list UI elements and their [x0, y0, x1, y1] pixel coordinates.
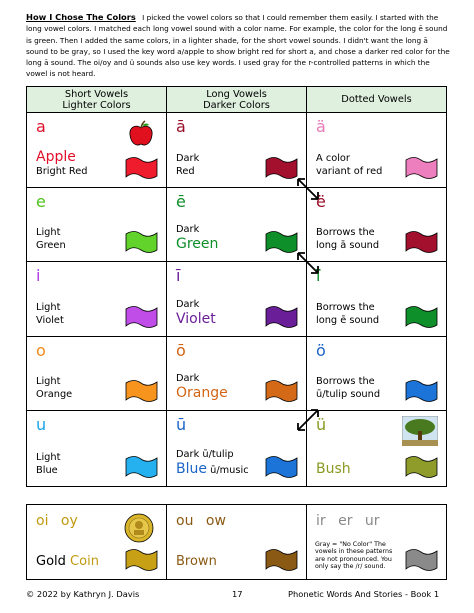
color-flag	[125, 156, 158, 180]
cell-vowels: ou ow	[176, 513, 226, 529]
color-description: Dark Orange	[176, 373, 228, 402]
gold-coin-icon	[124, 513, 154, 543]
color-flag	[405, 305, 438, 329]
header-dotted-vowels: Dotted Vowels	[341, 94, 412, 105]
vowel-label: ā	[176, 117, 186, 136]
color-description: Light Green	[36, 227, 66, 252]
short-vowel-cell	[27, 411, 167, 486]
cell-keyword: Gold Coin	[36, 554, 99, 569]
footer-page-number: 17	[232, 589, 243, 599]
special-patterns-box	[26, 504, 447, 580]
dotted-vowel-cell	[307, 188, 446, 262]
long-vowel-cell	[167, 188, 307, 262]
vowel-label: ü	[316, 415, 327, 435]
footer-book-title: Phonetic Words And Stories - Book 1	[288, 589, 440, 599]
intro-heading: How I Chose The Colors	[26, 12, 136, 22]
vowel-label: ī	[176, 266, 181, 286]
color-description: Borrows the ū/tulip sound	[316, 376, 381, 401]
vowel-label: ï	[316, 266, 321, 286]
color-flag	[265, 230, 298, 254]
table-row	[27, 411, 446, 486]
dotted-vowel-cell	[307, 262, 446, 336]
color-flag	[265, 379, 298, 403]
color-description: A color variant of red	[316, 152, 383, 177]
color-flag	[265, 548, 298, 572]
color-flag	[265, 156, 298, 180]
color-flag	[125, 548, 158, 572]
gold-coin-cell	[27, 505, 167, 579]
color-flag	[405, 379, 438, 403]
vowel-label: ö	[316, 340, 326, 360]
cell-keyword: Brown	[176, 554, 217, 569]
vowel-label: ä	[316, 117, 326, 136]
color-description: Light Blue	[36, 451, 61, 476]
short-vowel-cell	[27, 188, 167, 262]
color-flag	[125, 230, 158, 254]
vowel-label: e	[36, 191, 46, 211]
cell-vowels: ir er ur	[316, 513, 380, 529]
bush-icon	[402, 416, 438, 446]
color-description: Bush	[316, 460, 351, 477]
table-header-row	[27, 87, 446, 113]
dotted-vowel-cell	[307, 337, 446, 411]
color-flag	[405, 548, 438, 572]
color-description: Dark ū/tulip Blue ū/music	[176, 448, 249, 477]
long-vowel-cell	[167, 337, 307, 411]
table-row	[27, 262, 446, 337]
long-vowel-cell	[167, 262, 307, 336]
color-flag	[405, 455, 438, 479]
vowel-label: i	[36, 266, 41, 286]
apple-icon	[126, 119, 156, 149]
vowel-label: u	[36, 415, 47, 435]
color-flag	[405, 230, 438, 254]
intro-paragraph	[26, 12, 452, 80]
cell-vowels: oi oy	[36, 513, 78, 529]
table-row	[27, 337, 446, 412]
vowel-label: a	[36, 117, 46, 136]
long-vowel-cell	[167, 411, 307, 486]
vowel-label: ē	[176, 191, 186, 211]
long-vowel-cell	[167, 113, 307, 187]
color-description: Light Orange	[36, 376, 73, 401]
header-long-vowels: Long Vowels Darker Colors	[167, 87, 307, 112]
table-row	[27, 188, 446, 263]
gray-note: Gray = "No Color" The vowels in these patterns are not pronounced. You only say the /r/ sound.	[315, 541, 393, 570]
short-vowel-cell	[27, 113, 167, 187]
arrow-icon	[295, 250, 321, 276]
brown-cell	[167, 505, 307, 579]
short-vowel-cell	[27, 337, 167, 411]
footer-copyright: © 2022 by Kathryn J. Davis	[26, 589, 140, 599]
color-description: Apple Bright Red	[36, 148, 88, 177]
header-short-vowels: Short Vowels Lighter Colors	[27, 87, 167, 112]
vowel-label: ō	[176, 340, 186, 360]
gray-cell	[307, 505, 446, 579]
vowel-color-table	[26, 86, 447, 487]
color-flag	[125, 305, 158, 329]
color-flag	[405, 156, 438, 180]
arrow-icon	[295, 407, 321, 433]
color-description: Light Violet	[36, 301, 64, 326]
color-flag	[265, 455, 298, 479]
arrow-icon	[295, 176, 321, 202]
color-flag	[265, 305, 298, 329]
intro-body: I picked the vowel colors so that I could remember them easily. I started with the long vowel colors. I matched each long vowel sound with a color name. For example, the color for the long ē sound is green. Then I added the same colors, in a lighter shade, for the short vowel sounds. I didn't want the long ā sound to be gray, so I used the key word a/apple to show bright red for short a, and chose a darker red color for the long ā sound. The oi/oy and ü sounds also use key words. I used gray for the r-controlled patterns in which the vowel is not heard.	[26, 13, 450, 79]
color-description: Borrows the long ā sound	[316, 227, 380, 252]
color-flag	[125, 379, 158, 403]
color-description: Dark Violet	[176, 298, 216, 327]
color-flag	[125, 455, 158, 479]
vowel-label: o	[36, 340, 46, 360]
table-row	[27, 113, 446, 188]
vowel-label: ū	[176, 415, 187, 435]
color-description: Dark Red	[176, 152, 200, 177]
vowel-label: ë	[316, 191, 326, 211]
short-vowel-cell	[27, 262, 167, 336]
color-description: Dark Green	[176, 224, 219, 253]
dotted-vowel-cell	[307, 411, 446, 486]
dotted-vowel-cell	[307, 113, 446, 187]
color-description: Borrows the long ē sound	[316, 301, 380, 326]
